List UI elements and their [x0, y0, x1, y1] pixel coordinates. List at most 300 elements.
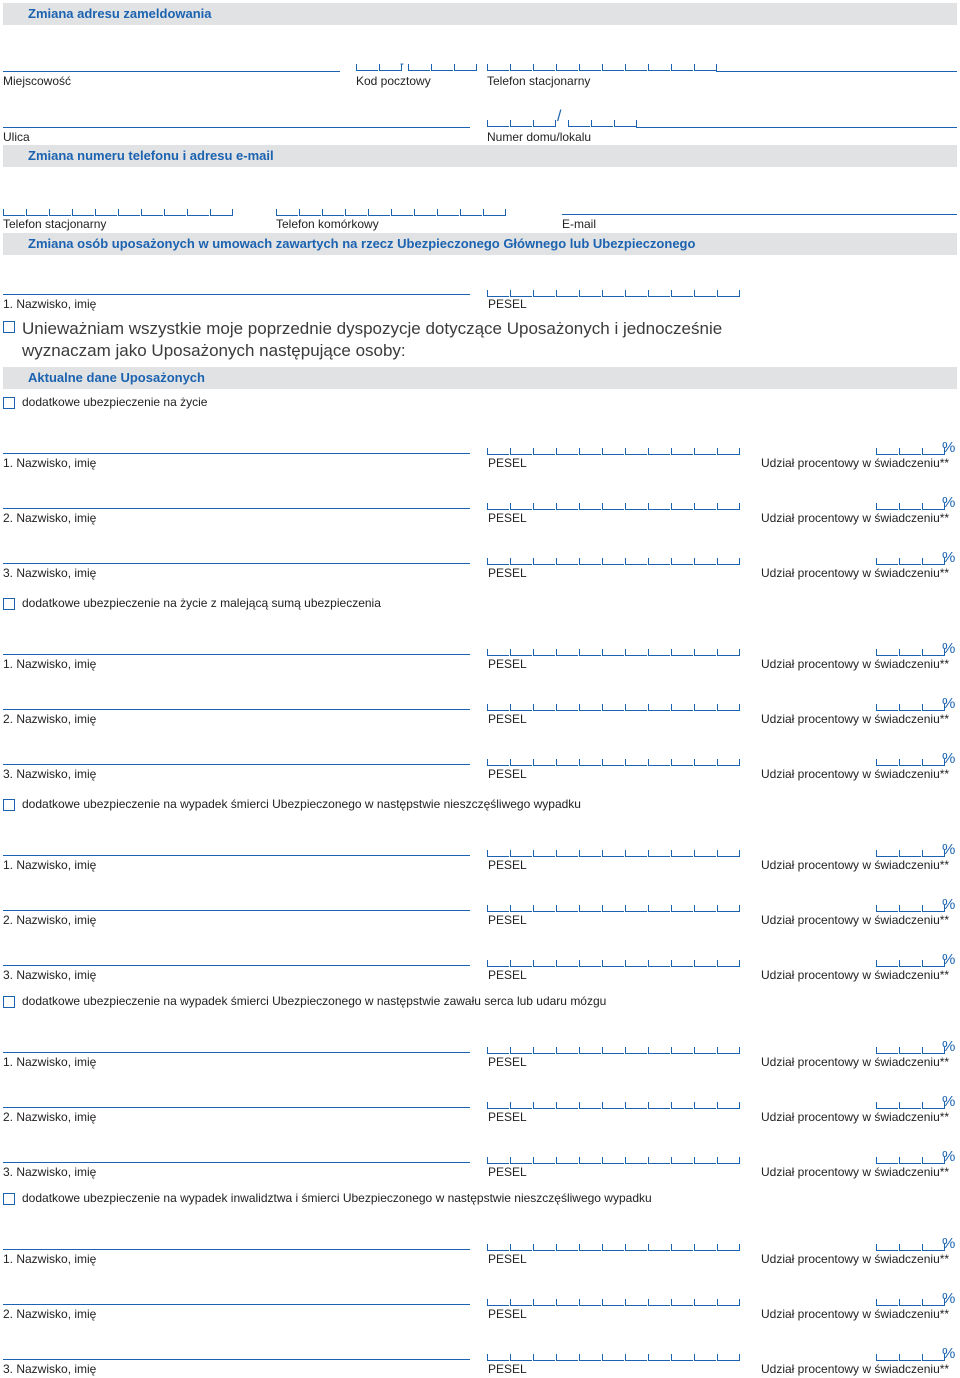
digit-box[interactable] [510, 503, 532, 510]
digit-box[interactable] [487, 1047, 509, 1054]
digit-box[interactable] [694, 1354, 716, 1361]
beneficiary-share-field[interactable] [876, 448, 946, 455]
digit-box[interactable] [671, 290, 693, 297]
digit-box[interactable] [899, 1157, 921, 1164]
digit-box[interactable] [510, 960, 532, 967]
digit-box[interactable] [602, 558, 624, 565]
digit-box[interactable] [533, 1299, 555, 1306]
digit-box[interactable] [408, 64, 430, 71]
digit-box[interactable] [694, 1244, 716, 1251]
beneficiary-share-field[interactable] [876, 649, 946, 656]
digit-box[interactable] [579, 704, 601, 711]
beneficiary-name-field[interactable] [3, 1304, 470, 1305]
digit-box[interactable] [556, 960, 578, 967]
digit-box[interactable] [625, 649, 647, 656]
beneficiary-pesel-field[interactable] [487, 649, 741, 656]
beneficiary-share-field[interactable] [876, 1157, 946, 1164]
digit-box[interactable] [899, 1102, 921, 1109]
beneficiary-share-field[interactable] [876, 905, 946, 912]
digit-box[interactable] [579, 1354, 601, 1361]
beneficiary-share-field[interactable] [876, 759, 946, 766]
digit-box[interactable] [510, 759, 532, 766]
digit-box[interactable] [533, 850, 555, 857]
digit-box[interactable] [625, 1299, 647, 1306]
digit-box[interactable] [602, 1047, 624, 1054]
digit-box[interactable] [533, 1354, 555, 1361]
digit-box[interactable] [533, 558, 555, 565]
digit-box[interactable] [876, 649, 898, 656]
digit-box[interactable] [3, 209, 25, 216]
digit-box[interactable] [510, 64, 532, 71]
digit-box[interactable] [876, 905, 898, 912]
beneficiary-pesel-field[interactable] [487, 1157, 741, 1164]
digit-box[interactable] [510, 1102, 532, 1109]
digit-box[interactable] [414, 209, 436, 216]
digit-box[interactable] [694, 850, 716, 857]
digit-box[interactable] [510, 1157, 532, 1164]
digit-box[interactable] [648, 1299, 670, 1306]
digit-box[interactable] [717, 558, 740, 565]
digit-box[interactable] [671, 759, 693, 766]
digit-box[interactable] [556, 64, 578, 71]
digit-box[interactable] [602, 960, 624, 967]
digit-box[interactable] [648, 905, 670, 912]
digit-box[interactable] [556, 1299, 578, 1306]
cancel-previous-checkbox[interactable] [3, 321, 15, 333]
digit-box[interactable] [876, 1157, 898, 1164]
digit-box[interactable] [391, 209, 413, 216]
digit-box[interactable] [602, 503, 624, 510]
digit-box[interactable] [141, 209, 163, 216]
digit-box[interactable] [322, 209, 344, 216]
digit-box[interactable] [694, 448, 716, 455]
digit-box[interactable] [614, 120, 637, 127]
digit-box[interactable] [717, 960, 740, 967]
digit-box[interactable] [625, 704, 647, 711]
digit-box[interactable] [556, 649, 578, 656]
digit-box[interactable] [579, 905, 601, 912]
digit-box[interactable] [510, 1354, 532, 1361]
digit-box[interactable] [625, 558, 647, 565]
beneficiary-share-field[interactable] [876, 850, 946, 857]
digit-box[interactable] [487, 759, 509, 766]
digit-box[interactable] [648, 850, 670, 857]
digit-box[interactable] [510, 850, 532, 857]
digit-box[interactable] [876, 1102, 898, 1109]
digit-box[interactable] [625, 850, 647, 857]
digit-box[interactable] [717, 1157, 740, 1164]
digit-box[interactable] [717, 1244, 740, 1251]
digit-box[interactable] [671, 1299, 693, 1306]
digit-box[interactable] [460, 209, 482, 216]
digit-box[interactable] [671, 1047, 693, 1054]
digit-box[interactable] [187, 209, 209, 216]
digit-box[interactable] [487, 64, 509, 71]
digit-box[interactable] [648, 1102, 670, 1109]
digit-box[interactable] [487, 905, 509, 912]
digit-box[interactable] [487, 1354, 509, 1361]
digit-box[interactable] [579, 503, 601, 510]
beneficiary-pesel-field[interactable] [487, 503, 741, 510]
digit-box[interactable] [694, 1102, 716, 1109]
beneficiary-share-field[interactable] [876, 558, 946, 565]
digit-box[interactable] [648, 503, 670, 510]
digit-box[interactable] [671, 1244, 693, 1251]
beneficiary-pesel-field[interactable] [487, 1299, 741, 1306]
digit-box[interactable] [95, 209, 117, 216]
digit-box[interactable] [164, 209, 186, 216]
digit-box[interactable] [487, 1157, 509, 1164]
digit-box[interactable] [487, 1244, 509, 1251]
digit-box[interactable] [694, 759, 716, 766]
email-field[interactable] [562, 214, 957, 215]
insurance-group-checkbox[interactable] [3, 1193, 15, 1205]
beneficiary-pesel-field[interactable] [487, 1354, 741, 1361]
digit-box[interactable] [602, 1102, 624, 1109]
digit-box[interactable] [694, 649, 716, 656]
digit-box[interactable] [694, 704, 716, 711]
digit-box[interactable] [694, 1047, 716, 1054]
digit-box[interactable] [717, 290, 740, 297]
digit-box[interactable] [487, 290, 509, 297]
digit-box[interactable] [579, 960, 601, 967]
digit-box[interactable] [671, 850, 693, 857]
digit-box[interactable] [694, 960, 716, 967]
landline-2-field[interactable] [3, 209, 234, 216]
digit-box[interactable] [579, 448, 601, 455]
digit-box[interactable] [510, 120, 532, 127]
digit-box[interactable] [591, 120, 613, 127]
mobile-field[interactable] [276, 209, 507, 216]
beneficiary-name-field[interactable] [3, 965, 470, 966]
digit-box[interactable] [487, 850, 509, 857]
digit-box[interactable] [648, 64, 670, 71]
digit-box[interactable] [487, 448, 509, 455]
digit-box[interactable] [579, 290, 601, 297]
digit-box[interactable] [299, 209, 321, 216]
digit-box[interactable] [533, 905, 555, 912]
digit-box[interactable] [533, 759, 555, 766]
digit-box[interactable] [717, 905, 740, 912]
digit-box[interactable] [210, 209, 233, 216]
digit-box[interactable] [694, 558, 716, 565]
digit-box[interactable] [602, 759, 624, 766]
beneficiary-name-field[interactable] [3, 1162, 470, 1163]
digit-box[interactable] [602, 704, 624, 711]
digit-box[interactable] [717, 503, 740, 510]
digit-box[interactable] [556, 704, 578, 711]
digit-box[interactable] [648, 649, 670, 656]
digit-box[interactable] [648, 759, 670, 766]
beneficiary-name-field[interactable] [3, 563, 470, 564]
digit-box[interactable] [671, 1102, 693, 1109]
digit-box[interactable] [648, 1354, 670, 1361]
digit-box[interactable] [876, 759, 898, 766]
digit-box[interactable] [671, 704, 693, 711]
beneficiary-pesel-field[interactable] [487, 1047, 741, 1054]
digit-box[interactable] [276, 209, 298, 216]
digit-box[interactable] [648, 960, 670, 967]
beneficiary-name-field[interactable] [3, 1107, 470, 1108]
digit-box[interactable] [487, 649, 509, 656]
digit-box[interactable] [533, 704, 555, 711]
declarant-pesel-field[interactable] [487, 290, 741, 297]
digit-box[interactable] [510, 558, 532, 565]
digit-box[interactable] [694, 290, 716, 297]
digit-box[interactable] [483, 209, 506, 216]
beneficiary-pesel-field[interactable] [487, 1102, 741, 1109]
digit-box[interactable] [717, 1047, 740, 1054]
digit-box[interactable] [533, 1157, 555, 1164]
digit-box[interactable] [876, 448, 898, 455]
digit-box[interactable] [899, 448, 921, 455]
digit-box[interactable] [556, 290, 578, 297]
digit-box[interactable] [487, 704, 509, 711]
digit-box[interactable] [26, 209, 48, 216]
beneficiary-name-field[interactable] [3, 453, 470, 454]
digit-box[interactable] [876, 1299, 898, 1306]
digit-box[interactable] [579, 1157, 601, 1164]
digit-box[interactable] [717, 759, 740, 766]
insurance-group-checkbox[interactable] [3, 598, 15, 610]
digit-box[interactable] [568, 120, 590, 127]
digit-box[interactable] [717, 1299, 740, 1306]
insurance-group-checkbox[interactable] [3, 397, 15, 409]
beneficiary-share-field[interactable] [876, 1102, 946, 1109]
beneficiary-share-field[interactable] [876, 1244, 946, 1251]
digit-box[interactable] [556, 1157, 578, 1164]
digit-box[interactable] [510, 1299, 532, 1306]
digit-box[interactable] [356, 64, 378, 71]
digit-box[interactable] [717, 448, 740, 455]
digit-box[interactable] [717, 704, 740, 711]
digit-box[interactable] [602, 1354, 624, 1361]
declarant-name-field[interactable] [3, 294, 470, 295]
digit-box[interactable] [625, 1102, 647, 1109]
digit-box[interactable] [899, 558, 921, 565]
digit-box[interactable] [625, 64, 647, 71]
digit-box[interactable] [876, 850, 898, 857]
street-field[interactable] [3, 127, 470, 128]
beneficiary-share-field[interactable] [876, 960, 946, 967]
digit-box[interactable] [533, 1102, 555, 1109]
digit-box[interactable] [648, 448, 670, 455]
digit-box[interactable] [899, 759, 921, 766]
digit-box[interactable] [487, 960, 509, 967]
digit-box[interactable] [602, 1299, 624, 1306]
digit-box[interactable] [510, 704, 532, 711]
digit-box[interactable] [717, 649, 740, 656]
digit-box[interactable] [487, 1299, 509, 1306]
beneficiary-pesel-field[interactable] [487, 759, 741, 766]
digit-box[interactable] [671, 503, 693, 510]
digit-box[interactable] [899, 1047, 921, 1054]
beneficiary-share-field[interactable] [876, 704, 946, 711]
beneficiary-pesel-field[interactable] [487, 1244, 741, 1251]
digit-box[interactable] [431, 64, 453, 71]
digit-box[interactable] [533, 1244, 555, 1251]
insurance-group-checkbox[interactable] [3, 799, 15, 811]
digit-box[interactable] [625, 1047, 647, 1054]
digit-box[interactable] [602, 1244, 624, 1251]
insurance-group-checkbox[interactable] [3, 996, 15, 1008]
digit-box[interactable] [602, 905, 624, 912]
digit-box[interactable] [876, 558, 898, 565]
digit-box[interactable] [648, 290, 670, 297]
digit-box[interactable] [671, 448, 693, 455]
digit-box[interactable] [899, 1299, 921, 1306]
digit-box[interactable] [510, 905, 532, 912]
digit-box[interactable] [625, 1157, 647, 1164]
digit-box[interactable] [379, 64, 402, 71]
digit-box[interactable] [579, 1102, 601, 1109]
digit-box[interactable] [602, 64, 624, 71]
digit-box[interactable] [533, 960, 555, 967]
digit-box[interactable] [694, 905, 716, 912]
digit-box[interactable] [671, 1157, 693, 1164]
digit-box[interactable] [368, 209, 390, 216]
digit-box[interactable] [717, 1102, 740, 1109]
beneficiary-pesel-field[interactable] [487, 850, 741, 857]
digit-box[interactable] [556, 1102, 578, 1109]
digit-box[interactable] [533, 290, 555, 297]
digit-box[interactable] [556, 558, 578, 565]
digit-box[interactable] [694, 1299, 716, 1306]
digit-box[interactable] [899, 1354, 921, 1361]
digit-box[interactable] [625, 448, 647, 455]
digit-box[interactable] [510, 1047, 532, 1054]
digit-box[interactable] [579, 850, 601, 857]
digit-box[interactable] [49, 209, 71, 216]
digit-box[interactable] [648, 1244, 670, 1251]
digit-box[interactable] [72, 209, 94, 216]
digit-box[interactable] [876, 503, 898, 510]
digit-box[interactable] [899, 704, 921, 711]
digit-box[interactable] [671, 960, 693, 967]
beneficiary-name-field[interactable] [3, 508, 470, 509]
beneficiary-name-field[interactable] [3, 764, 470, 765]
digit-box[interactable] [671, 64, 693, 71]
digit-box[interactable] [625, 290, 647, 297]
digit-box[interactable] [533, 64, 555, 71]
digit-box[interactable] [648, 558, 670, 565]
beneficiary-pesel-field[interactable] [487, 448, 741, 455]
digit-box[interactable] [487, 120, 509, 127]
digit-box[interactable] [671, 649, 693, 656]
digit-box[interactable] [671, 905, 693, 912]
digit-box[interactable] [437, 209, 459, 216]
beneficiary-pesel-field[interactable] [487, 905, 741, 912]
digit-box[interactable] [694, 1157, 716, 1164]
city-field[interactable] [3, 71, 340, 72]
digit-box[interactable] [876, 704, 898, 711]
digit-box[interactable] [556, 905, 578, 912]
digit-box[interactable] [533, 448, 555, 455]
digit-box[interactable] [118, 209, 140, 216]
digit-box[interactable] [556, 448, 578, 455]
digit-box[interactable] [556, 759, 578, 766]
beneficiary-name-field[interactable] [3, 1052, 470, 1053]
digit-box[interactable] [899, 503, 921, 510]
beneficiary-pesel-field[interactable] [487, 704, 741, 711]
digit-box[interactable] [579, 649, 601, 656]
digit-box[interactable] [602, 649, 624, 656]
digit-box[interactable] [345, 209, 367, 216]
digit-box[interactable] [487, 503, 509, 510]
digit-box[interactable] [602, 1157, 624, 1164]
digit-box[interactable] [899, 649, 921, 656]
digit-box[interactable] [899, 1244, 921, 1251]
digit-box[interactable] [717, 850, 740, 857]
digit-box[interactable] [579, 64, 601, 71]
digit-box[interactable] [694, 503, 716, 510]
digit-box[interactable] [510, 649, 532, 656]
digit-box[interactable] [625, 960, 647, 967]
digit-box[interactable] [899, 960, 921, 967]
beneficiary-share-field[interactable] [876, 1299, 946, 1306]
digit-box[interactable] [556, 1354, 578, 1361]
digit-box[interactable] [487, 1102, 509, 1109]
digit-box[interactable] [487, 558, 509, 565]
beneficiary-name-field[interactable] [3, 910, 470, 911]
beneficiary-share-field[interactable] [876, 1047, 946, 1054]
digit-box[interactable] [648, 1047, 670, 1054]
digit-box[interactable] [717, 1354, 740, 1361]
digit-box[interactable] [533, 649, 555, 656]
digit-box[interactable] [625, 1244, 647, 1251]
digit-box[interactable] [602, 290, 624, 297]
digit-box[interactable] [579, 1299, 601, 1306]
digit-box[interactable] [579, 558, 601, 565]
digit-box[interactable] [533, 503, 555, 510]
digit-box[interactable] [648, 1157, 670, 1164]
digit-box[interactable] [533, 120, 556, 127]
digit-box[interactable] [899, 850, 921, 857]
digit-box[interactable] [556, 1244, 578, 1251]
beneficiary-name-field[interactable] [3, 855, 470, 856]
beneficiary-name-field[interactable] [3, 1359, 470, 1360]
digit-box[interactable] [510, 448, 532, 455]
beneficiary-pesel-field[interactable] [487, 558, 741, 565]
digit-box[interactable] [556, 850, 578, 857]
beneficiary-name-field[interactable] [3, 709, 470, 710]
digit-box[interactable] [625, 759, 647, 766]
digit-box[interactable] [625, 1354, 647, 1361]
digit-box[interactable] [876, 1354, 898, 1361]
digit-box[interactable] [579, 759, 601, 766]
digit-box[interactable] [556, 1047, 578, 1054]
digit-box[interactable] [602, 850, 624, 857]
digit-box[interactable] [876, 1244, 898, 1251]
digit-box[interactable] [625, 905, 647, 912]
digit-box[interactable] [899, 905, 921, 912]
digit-box[interactable] [510, 290, 532, 297]
beneficiary-name-field[interactable] [3, 1249, 470, 1250]
beneficiary-share-field[interactable] [876, 1354, 946, 1361]
digit-box[interactable] [579, 1244, 601, 1251]
digit-box[interactable] [579, 1047, 601, 1054]
digit-box[interactable] [602, 448, 624, 455]
digit-box[interactable] [510, 1244, 532, 1251]
digit-box[interactable] [876, 960, 898, 967]
digit-box[interactable] [556, 503, 578, 510]
digit-box[interactable] [533, 1047, 555, 1054]
beneficiary-share-field[interactable] [876, 503, 946, 510]
beneficiary-name-field[interactable] [3, 654, 470, 655]
digit-box[interactable] [671, 1354, 693, 1361]
digit-box[interactable] [671, 558, 693, 565]
digit-box[interactable] [876, 1047, 898, 1054]
